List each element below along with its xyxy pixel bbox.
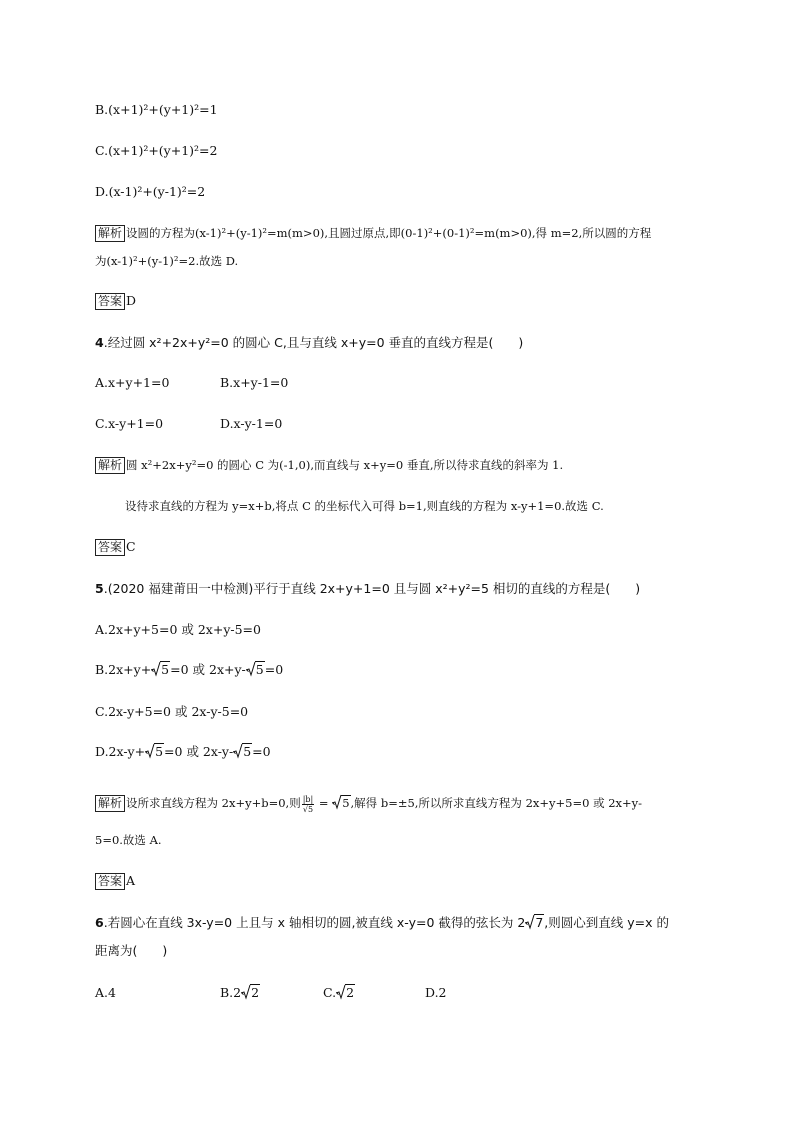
q5-option-b: B.2x+y+ 5=0 或 2x+y- 5=0 (95, 662, 284, 677)
q4-option-b: B.x+y-1=0 (220, 375, 289, 390)
sqrt-symbol: 2 (336, 984, 355, 1002)
q3-option-c: C.(x+1)²+(y+1)²=2 (95, 143, 218, 158)
sqrt-symbol: 5 (246, 661, 265, 679)
q3-solution (95, 224, 651, 242)
q6-stem-line2: 距离为( ) (95, 943, 168, 958)
q5-solution-line2: 5=0.故选 A. (95, 833, 162, 847)
q3-solution-line2: 为(x-1)²+(y-1)²=2.故选 D. (95, 254, 239, 268)
sqrt-symbol: 2 (241, 984, 260, 1002)
answer-tag: 答案 (95, 293, 125, 310)
q5-option-c: C.2x-y+5=0 或 2x-y-5=0 (95, 704, 249, 719)
q5-answer-value: A (126, 873, 136, 888)
q3-answer-value: D (126, 293, 137, 308)
sqrt-symbol: 7 (525, 914, 544, 932)
solution-tag: 解析 (95, 225, 125, 242)
answer-tag: 答案 (95, 873, 125, 890)
q6-option-d: D.2 (425, 985, 447, 1000)
q3-option-b: B.(x+1)²+(y+1)²=1 (95, 102, 218, 117)
sqrt-symbol: 5 (151, 661, 170, 679)
q4-solution-line1: 圆 x²+2x+y²=0 的圆心 C 为(-1,0),而直线与 x+y=0 垂直,所以待求直线的斜率为 1. (126, 458, 564, 472)
fraction: $\frac{|b|}{√5}$ (302, 794, 314, 814)
q6-stem: 6.若圆心在直线 3x-y=0 上且与 x 轴相切的圆,被直线 x-y=0 截得的弦长为 2 7,则圆心到直线 y=x 的 (95, 915, 669, 930)
q5-option-a: A.2x+y+5=0 或 2x+y-5=0 (95, 622, 261, 637)
sqrt-symbol: 5 (233, 743, 252, 761)
q3-option-d: D.(x-1)²+(y-1)²=2 (95, 184, 206, 199)
q4-answer (95, 538, 136, 556)
q4-option-a: A.x+y+1=0 (95, 375, 170, 390)
sqrt-symbol: 5 (145, 743, 164, 761)
q4-option-d: D.x-y-1=0 (220, 416, 283, 431)
sqrt-symbol: 5 (332, 794, 350, 812)
solution-tag: 解析 (95, 457, 125, 474)
q5-stem: 5.(2020 福建莆田一中检测)平行于直线 2x+y+1=0 且与圆 x²+y²=5 相切的直线的方程是( ) (95, 581, 641, 596)
q4-answer-value: C (126, 539, 136, 554)
q3-answer (95, 292, 136, 310)
q4-option-c: C.x-y+1=0 (95, 416, 164, 431)
q4-solution-line2: 设待求直线的方程为 y=x+b,将点 C 的坐标代入可得 b=1,则直线的方程为 x-y+1=0.故选 C. (125, 499, 604, 513)
answer-tag: 答案 (95, 539, 125, 556)
q5-solution: 解析 设所求直线方程为 2x+y+b=0,则 $\frac{|b|}{√5}$ = 5,解得 b=±5,所以所求直线方程为 2x+y+5=0 或 2x+y- (95, 794, 642, 814)
q5-option-d: D.2x-y+ 5=0 或 2x-y- 5=0 (95, 744, 271, 759)
q5-answer (95, 872, 135, 890)
q4-stem: 4.经过圆 x²+2x+y²=0 的圆心 C,且与直线 x+y=0 垂直的直线方程是( ) (95, 335, 524, 350)
q6-option-a: A.4 (95, 985, 116, 1000)
q3-solution-line1: 设圆的方程为(x-1)²+(y-1)²=m(m>0),且圆过原点,即(0-1)²+(0-1)²=m(m>0),得 m=2,所以圆的方程 (126, 226, 652, 240)
q4-solution (95, 456, 563, 474)
q6-option-b: B.2 2 (220, 985, 260, 1000)
q6-option-c: C. 2 (323, 985, 355, 1000)
solution-tag: 解析 (95, 795, 125, 812)
